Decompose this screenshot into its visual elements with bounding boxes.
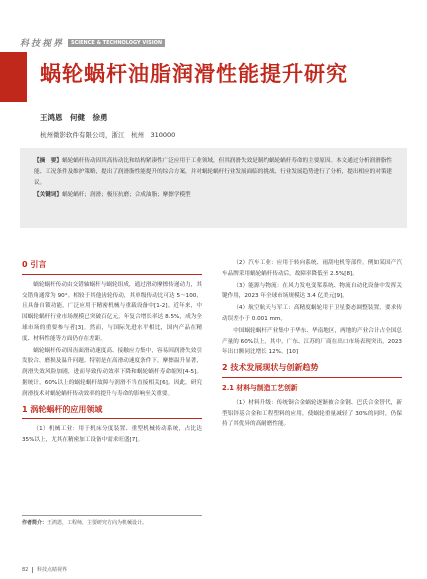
paragraph: 蜗轮蜗杆传动因齿面滑动速度高、接触应力集中，容易因润滑失效引发胶合、磨损及温升问题。特别是在高滑动速度条件下，摩擦温升显著，润滑失效风险加剧，进而导致传动效率下降和蜗轮蜗杆寿命缩短[4-5]。据统计，60%以上的蜗轮蜗杆故障与润滑不当直接相关[6]。因此，研究润滑技术对蜗轮蜗杆传动效率的提升与寿命的影响至关重要。 (22, 347, 202, 397)
section-1-heading: 1 涡轮蜗杆的应用领域 (22, 404, 103, 414)
abstract-text: 蜗轮蜗杆传动因其高传动比和结构紧凑性广泛应用于工业领域，但其润滑失效是制约蜗轮蜗杆寿命的主要原因。本文通过分析润滑脂性能、工况条件及维护策略，提出了润滑脂性能提升的综合方案，并对蜗轮蜗杆行业发展面临的挑战、行业发展趋势进行了分析，提出相应的对策建议。 (34, 158, 393, 186)
journal-name: 科技点睛视界 (36, 567, 67, 573)
affiliation: 杭州微影软件有限公司，浙江 杭州 310000 (40, 131, 176, 139)
footer-divider (32, 567, 33, 573)
paragraph: （1）机械工业：用于机床分度装置、重型机械传动系统，占比达35%以上，尤其在精密加工设备中需求旺盛[7]。 (22, 426, 202, 444)
authors: 王鸿恩 何健 徐勇 (40, 113, 108, 122)
paragraph: （4）航空航天与军工：高精度蜗轮用于卫星姿态调整装置，要求传动误差小于 0.001 mm。 (222, 305, 402, 322)
page-footer (22, 566, 67, 573)
keywords-text: 蜗轮蜗杆；润滑；极压抗磨；合成油脂；摩擦学模型 (61, 192, 191, 198)
footnote-label: 作者简介： (22, 520, 48, 526)
paragraph: （1）材料升级：传统铜合金蜗轮逐渐被合金钢、巴氏合金替代，新型铝锌基合金和工程塑料的应用，使蜗轮重量减轻了 30%的同时，仍保持了其优异的高耐磨性能。 (222, 399, 402, 428)
column-name-cn: 科技视界 (20, 39, 65, 49)
article-title: 蜗轮蜗杆油脂润滑性能提升研究 (40, 62, 348, 86)
section-rule (22, 418, 202, 419)
section-rule (222, 377, 402, 378)
left-column (22, 258, 202, 447)
abstract-box (20, 148, 407, 228)
right-column (222, 258, 402, 431)
section-2-heading: 2 技术发展现状与创新趋势 (222, 363, 319, 373)
title-accent-bar (0, 52, 27, 102)
section-rule (22, 274, 202, 275)
column-header (20, 36, 165, 49)
footnote-text: 王鸿恩，工程师，主要研究方向为机械设计。 (47, 520, 148, 526)
author-footnote (22, 515, 202, 526)
column-name-en: SCIENCE & TECHNOLOGY VISION (68, 39, 165, 47)
paragraph: 蜗轮蜗杆传动由交错轴蜗杆与蜗轮组成，通过滑动摩擦传递动力，其交错角通常为 90°。相较于其他齿轮传动，其单级传动比可达 5～100，且具备自锁功能，广泛应用于精密机械与重载设备中[1-2]。近年来，中国蜗轮蜗杆行业市场规模已突破百亿元，年复合增长率达 8.5%，成为全球市场的重要参与者[3]。然而，与国际先进水平相比，国内产品在精度、材料性能等方面仍存在差距。 (22, 281, 202, 342)
paragraph: （2）汽车工业：应用于转向系统、雨刮电机等部件。例如某国产汽车品牌采用蜗轮蜗杆传动后，故障率降低至 2.5%[8]。 (222, 260, 402, 277)
page-number: 82 (22, 566, 29, 573)
section-0-heading: 0 引言 (22, 260, 47, 269)
keywords (34, 190, 393, 201)
paragraph: 中国蜗轮蜗杆产业集中于华东、华南地区，两地的产业合计占全国总产量的 60%以上，其中，广东、江苏的厂商在出口市场表现突出，2023 年出口额同比增长 12%。[10] (222, 327, 402, 356)
abstract-label: 【摘 要】 (34, 158, 62, 164)
keywords-label: 【关键词】 (34, 192, 62, 198)
paragraph: （3）能源与物流：在风力发电变桨系统、物流自动化设备中发挥关键作用，2023 年全球市场规模达 3.4 亿美元[9]。 (222, 282, 402, 300)
section-2-1-heading: 2.1 材料与制造工艺创新 (222, 383, 298, 392)
abstract (34, 156, 393, 189)
